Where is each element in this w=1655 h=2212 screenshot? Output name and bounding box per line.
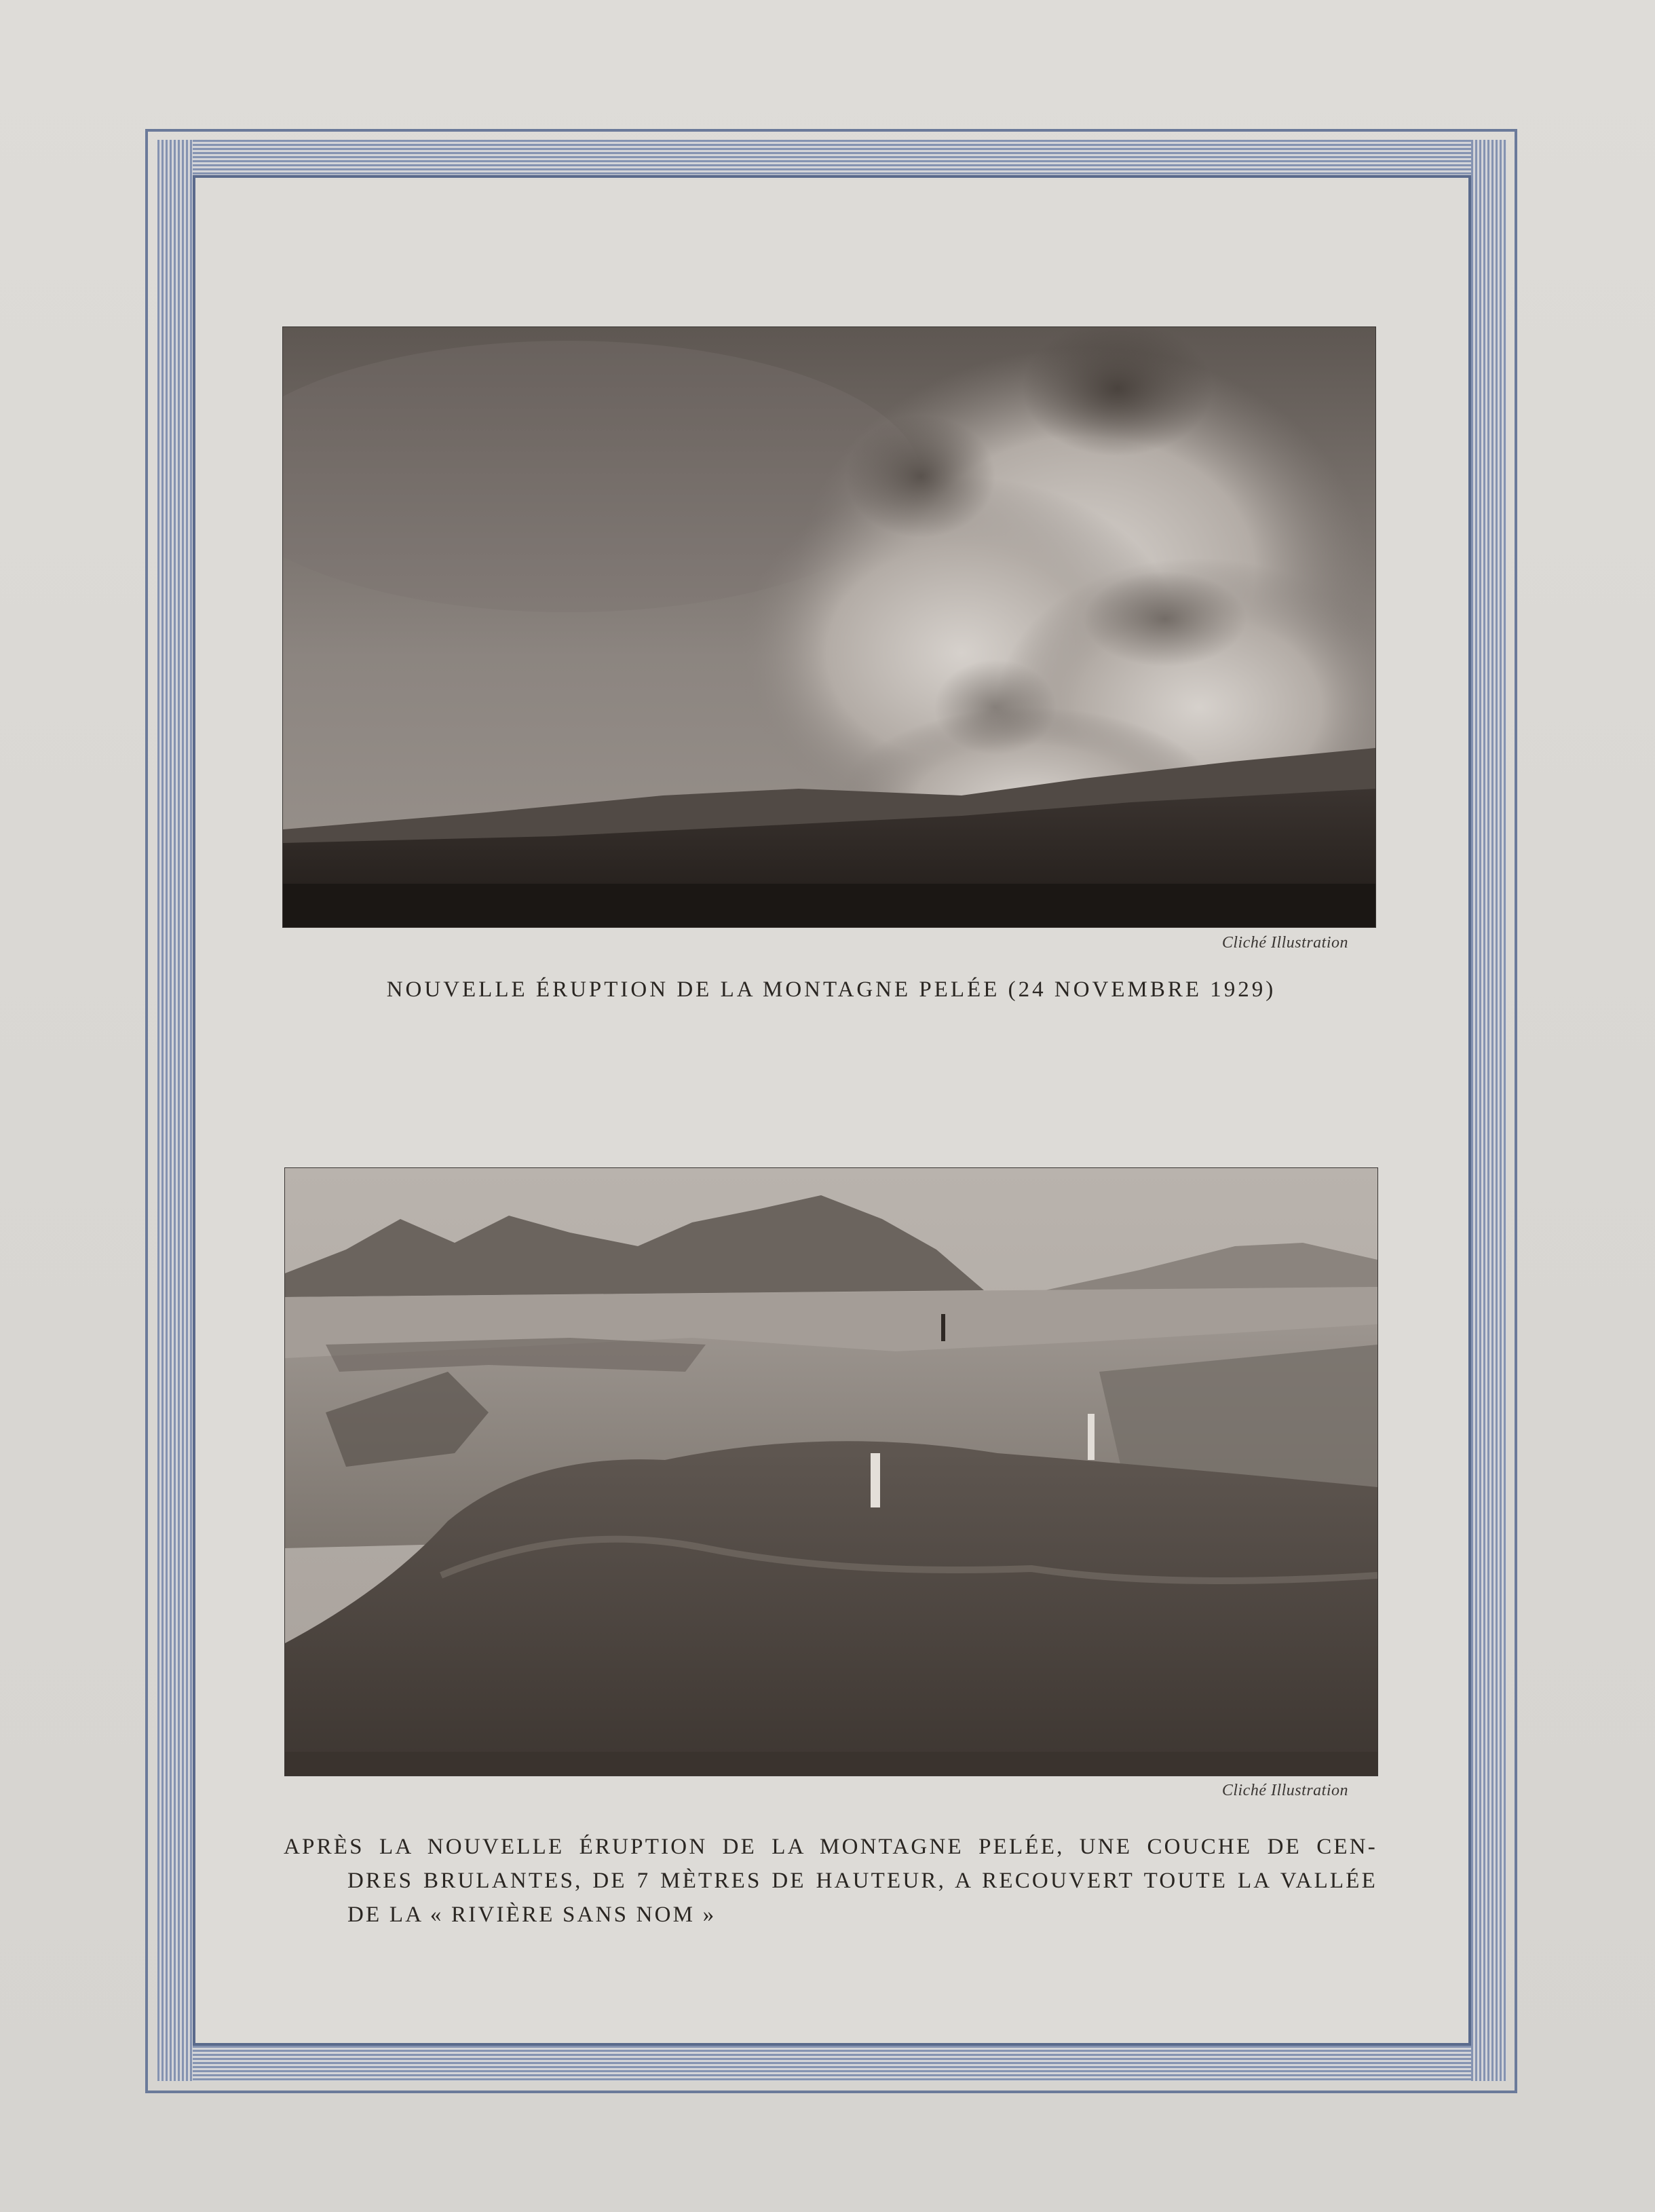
caption-bottom-line-2: DRES BRULANTES, DE 7 MÈTRES DE HAUTEUR, A RECOUVERT TOUTE LA VALLÉE: [347, 1869, 1377, 1893]
caption-bottom-line-1: APRÈS LA NOUVELLE ÉRUPTION DE LA MONTAGNE PELÉE, UNE COUCHE DE CEN-: [284, 1835, 1377, 1859]
figure-standing-right: [1088, 1414, 1095, 1460]
eruption-photo: [283, 327, 1375, 927]
frame-band-bottom: [157, 2046, 1506, 2081]
caption-top: NOUVELLE ÉRUPTION DE LA MONTAGNE PELÉE (24 NOVEMBRE 1929): [386, 977, 1276, 1002]
figure-standing-left: [871, 1453, 880, 1507]
frame-band-top: [157, 140, 1506, 175]
caption-bottom-line-3: DE LA « RIVIÈRE SANS NOM »: [347, 1902, 717, 1927]
valley-photo: [285, 1168, 1377, 1776]
photo-credit-top: Cliché Illustration: [1221, 934, 1348, 952]
figure-standing-far: [941, 1314, 945, 1341]
caption-bottom: [284, 1830, 1377, 1932]
frame-band-left: [157, 140, 193, 2081]
photo-credit-bottom: Cliché Illustration: [1221, 1782, 1348, 1799]
frame-band-right: [1471, 140, 1506, 2081]
